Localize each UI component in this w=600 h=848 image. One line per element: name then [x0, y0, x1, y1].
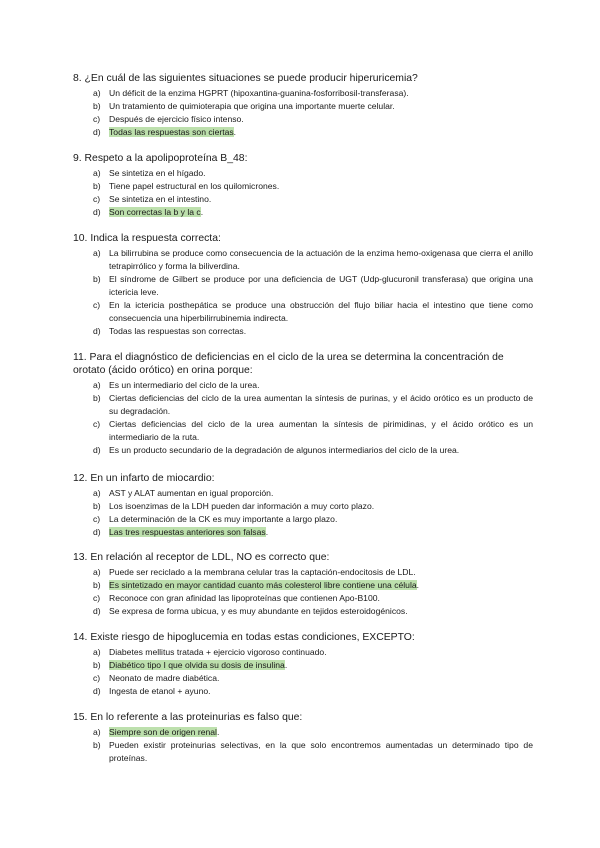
options-list: [73, 646, 533, 698]
option-letter: b): [93, 274, 101, 284]
option-a: [73, 726, 533, 739]
option-letter: a): [93, 488, 101, 498]
option-d: [73, 605, 533, 618]
option-c: [73, 113, 533, 126]
highlighted-answer: Son correctas la b y la c: [109, 207, 201, 217]
option-letter: c): [93, 114, 101, 124]
option-a: [73, 379, 533, 392]
option-text: Tiene papel estructural en los quilomicrones.: [109, 181, 280, 191]
option-b: [73, 500, 533, 513]
option-tail: .: [416, 580, 420, 590]
option-d: [73, 325, 533, 338]
option-letter: d): [93, 326, 101, 336]
option-text: Todas las respuestas son correctas.: [109, 326, 247, 336]
option-text: Ingesta de etanol + ayuno.: [109, 686, 211, 696]
highlighted-answer: Diabético tipo I que olvida su dosis de insulina: [109, 660, 285, 670]
option-letter: b): [93, 101, 101, 111]
highlighted-answer: Siempre son de origen renal: [109, 727, 217, 737]
question-title: 9. Respeto a la apolipoproteína B_48:: [73, 153, 248, 164]
option-text: Diabetes mellitus tratada + ejercicio vigoroso continuado.: [109, 647, 327, 657]
option-d: [73, 126, 533, 139]
option-text: Neonato de madre diabética.: [109, 673, 220, 683]
option-tail: .: [265, 527, 269, 537]
option-letter: a): [93, 567, 101, 577]
option-letter: d): [93, 527, 101, 537]
question-title: 12. En un infarto de miocardio:: [73, 473, 215, 484]
option-text: Es un producto secundario de la degradación de algunos intermediarios del ciclo de la urea.: [109, 445, 460, 455]
option-tail: .: [200, 207, 204, 217]
option-tail: .: [233, 127, 237, 137]
option-letter: b): [93, 501, 101, 511]
options-list: [73, 379, 533, 457]
option-a: [73, 487, 533, 500]
option-c: [73, 513, 533, 526]
option-tail: .: [284, 660, 288, 670]
option-b: [73, 659, 533, 672]
question-8: [73, 72, 533, 139]
option-text: Un déficit de la enzima HGPRT (hipoxantina-guanina-fosforribosil-transferasa).: [109, 88, 409, 98]
option-letter: d): [93, 686, 101, 696]
option-a: [73, 566, 533, 579]
option-d: [73, 526, 533, 539]
option-a: [73, 87, 533, 100]
question-title: 14. Existe riesgo de hipoglucemia en todas estas condiciones, EXCEPTO:: [73, 632, 415, 643]
option-c: [73, 299, 533, 325]
option-text: Se expresa de forma ubicua, y es muy abundante en tejidos esteroidogénicos.: [109, 606, 408, 616]
option-letter: d): [93, 606, 101, 616]
question-9: [73, 152, 533, 219]
highlighted-answer: Es sintetizado en mayor cantidad cuanto más colesterol libre contiene una célula: [109, 580, 417, 590]
option-letter: b): [93, 660, 101, 670]
option-d: [73, 206, 533, 219]
option-letter: d): [93, 207, 101, 217]
option-letter: c): [93, 419, 101, 429]
option-letter: a): [93, 380, 101, 390]
question-title: 15. En lo referente a las proteinurias es falso que:: [73, 712, 303, 723]
option-letter: a): [93, 248, 101, 258]
option-letter: a): [93, 647, 101, 657]
highlighted-answer: Las tres respuestas anteriores son falsas: [109, 527, 266, 537]
option-text: Un tratamiento de quimioterapia que origina una importante muerte celular.: [109, 101, 395, 111]
option-text: Puede ser reciclado a la membrana celular tras la captación-endocitosis de LDL.: [109, 567, 416, 577]
question-14: [73, 631, 533, 698]
option-a: [73, 247, 533, 273]
option-text: Los isoenzimas de la LDH pueden dar información a muy corto plazo.: [109, 501, 375, 511]
option-b: [73, 739, 533, 765]
option-text: La determinación de la CK es muy importante a largo plazo.: [109, 514, 338, 524]
question-11: [73, 351, 533, 457]
options-list: [73, 726, 533, 765]
option-text: El síndrome de Gilbert se produce por una deficiencia de UGT (Udp-glucuronil transferasa) que origina una ictericia leve.: [109, 274, 533, 297]
question-title: 11. Para el diagnóstico de deficiencias en el ciclo de la urea se determina la concentración de orotato (ácido orótico) en orina porque:: [73, 352, 504, 376]
question-title: 13. En relación al receptor de LDL, NO es correcto que:: [73, 552, 330, 563]
question-10: [73, 232, 533, 338]
highlighted-answer: Todas las respuestas son ciertas: [109, 127, 234, 137]
option-letter: c): [93, 673, 101, 683]
option-b: [73, 180, 533, 193]
option-text: En la ictericia posthepática se produce una obstrucción del flujo biliar hacia el intestino que tiene como consecuencia una hiperbilirrubinemia indirecta.: [109, 300, 533, 323]
option-letter: c): [93, 593, 101, 603]
option-letter: c): [93, 300, 101, 310]
options-list: [73, 87, 533, 139]
option-b: [73, 579, 533, 592]
question-15: [73, 711, 533, 765]
option-a: [73, 167, 533, 180]
option-c: [73, 592, 533, 605]
option-text: Ciertas deficiencias del ciclo de la urea aumentan la síntesis de purinas, y el ácido orótico es un producto de su degradación.: [109, 393, 533, 416]
option-letter: a): [93, 727, 101, 737]
question-13: [73, 551, 533, 618]
option-letter: a): [93, 168, 101, 178]
option-text: Ciertas deficiencias del ciclo de la urea aumentan la síntesis de pirimidinas, y el ácido orótico es un intermediario de la ruta.: [109, 419, 533, 442]
option-tail: .: [216, 727, 220, 737]
option-letter: b): [93, 393, 101, 403]
option-text: Después de ejercicio físico intenso.: [109, 114, 244, 124]
option-text: Pueden existir proteinurias selectivas, en la que solo encontremos aumentadas un determinado tipo de proteínas.: [109, 740, 533, 763]
option-letter: b): [93, 181, 101, 191]
question-12: [73, 472, 533, 539]
option-text: La bilirrubina se produce como consecuencia de la actuación de la enzima hemo-oxigenasa que cierra el anillo tetrapirrólico y forma la biliverdina.: [109, 248, 533, 271]
option-letter: d): [93, 127, 101, 137]
option-d: [73, 444, 533, 457]
options-list: [73, 566, 533, 618]
option-text: Se sintetiza en el hígado.: [109, 168, 206, 178]
options-list: [73, 167, 533, 219]
option-letter: c): [93, 514, 101, 524]
option-text: Reconoce con gran afinidad las lipoproteínas que contienen Apo-B100.: [109, 593, 380, 603]
option-b: [73, 100, 533, 113]
option-text: Se sintetiza en el intestino.: [109, 194, 212, 204]
options-list: [73, 487, 533, 539]
option-letter: b): [93, 740, 101, 750]
option-letter: a): [93, 88, 101, 98]
question-title: 8. ¿En cuál de las siguientes situaciones se puede producir hiperuricemia?: [73, 73, 418, 84]
option-letter: c): [93, 194, 101, 204]
option-text: Es un intermediario del ciclo de la urea.: [109, 380, 260, 390]
option-c: [73, 193, 533, 206]
option-b: [73, 273, 533, 299]
option-letter: b): [93, 580, 101, 590]
options-list: [73, 247, 533, 338]
option-b: [73, 392, 533, 418]
option-d: [73, 685, 533, 698]
option-letter: d): [93, 445, 101, 455]
option-a: [73, 646, 533, 659]
option-c: [73, 672, 533, 685]
option-c: [73, 418, 533, 444]
question-title: 10. Indica la respuesta correcta:: [73, 233, 221, 244]
option-text: AST y ALAT aumentan en igual proporción.: [109, 488, 274, 498]
